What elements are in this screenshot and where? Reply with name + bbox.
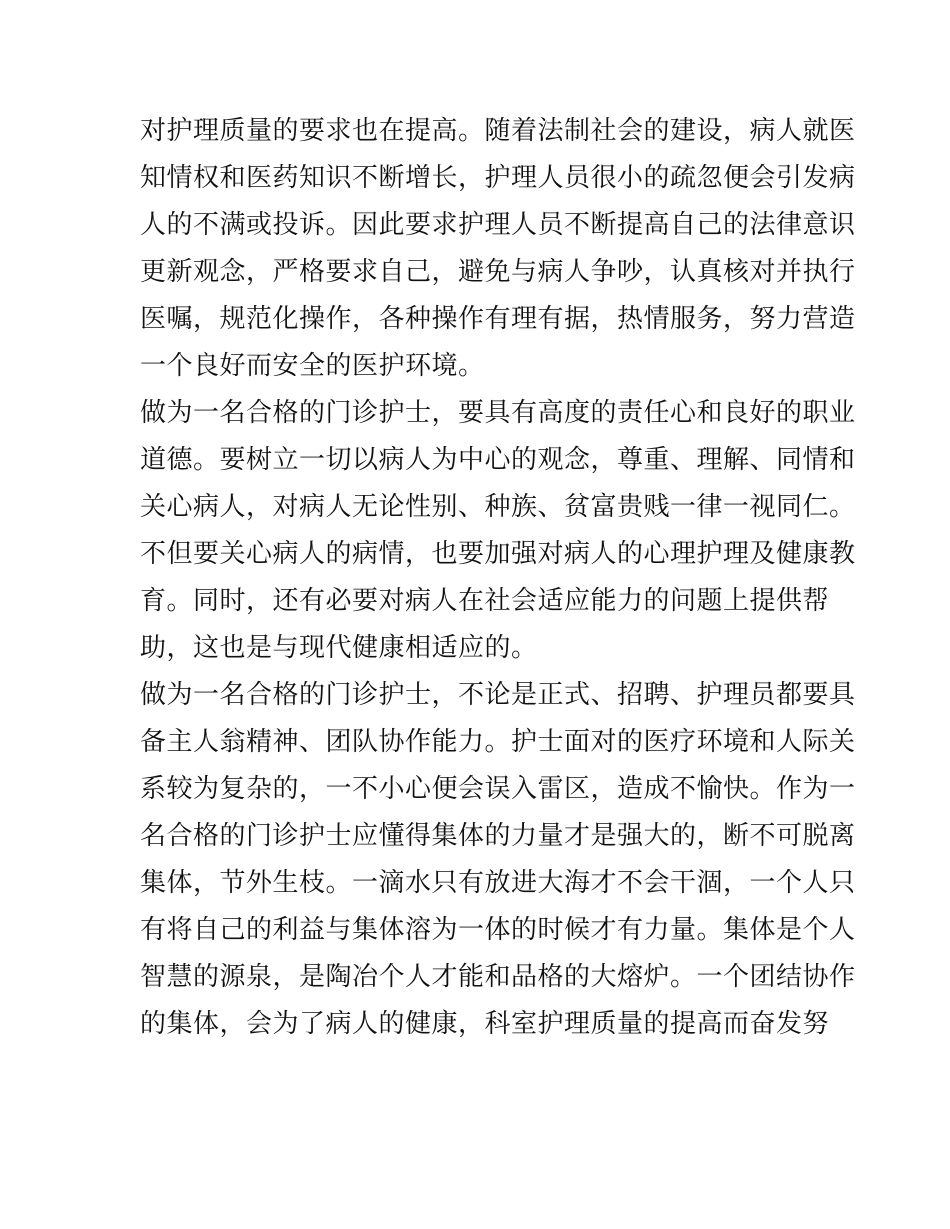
text-line: 更新观念，严格要求自己，避免与病人争吵，认真核对并执行 <box>140 257 856 287</box>
text-line: 助，这也是与现代健康相适应的。 <box>140 633 538 663</box>
text-line: 对护理质量的要求也在提高。随着法制社会的建设，病人就医 <box>140 116 856 146</box>
text-line: 备主人翁精神、团队协作能力。护士面对的医疗环境和人际关 <box>140 727 856 757</box>
text-line: 一个良好而安全的医护环境。 <box>140 351 485 381</box>
text-line: 做为一名合格的门诊护士，不论是正式、招聘、护理员都要具 <box>140 680 856 710</box>
text-line: 有将自己的利益与集体溶为一体的时候才有力量。集体是个人 <box>140 915 856 945</box>
text-line: 系较为复杂的，一不小心便会误入雷区，造成不愉快。作为一 <box>140 774 856 804</box>
text-line: 道德。要树立一切以病人为中心的观念，尊重、理解、同情和 <box>140 445 856 475</box>
text-line: 集体，节外生枝。一滴水只有放进大海才不会干涸，一个人只 <box>140 868 856 898</box>
text-line: 名合格的门诊护士应懂得集体的力量才是强大的，断不可脱离 <box>140 821 856 851</box>
text-line: 智慧的源泉，是陶冶个人才能和品格的大熔炉。一个团结协作 <box>140 962 856 992</box>
text-line: 关心病人，对病人无论性别、种族、贫富贵贱一律一视同仁。 <box>140 492 856 522</box>
text-line: 知情权和医药知识不断增长，护理人员很小的疏忽便会引发病 <box>140 163 856 193</box>
text-line: 人的不满或投诉。因此要求护理人员不断提高自己的法律意识 <box>140 210 856 240</box>
text-line: 做为一名合格的门诊护士，要具有高度的责任心和良好的职业 <box>140 398 856 428</box>
text-line: 的集体，会为了病人的健康，科室护理质量的提高而奋发努 <box>140 1009 830 1039</box>
text-line: 不但要关心病人的病情，也要加强对病人的心理护理及健康教 <box>140 539 856 569</box>
text-line: 医嘱，规范化操作，各种操作有理有据，热情服务，努力营造 <box>140 304 856 334</box>
document-page <box>140 108 856 1048</box>
text-line: 育。同时，还有必要对病人在社会适应能力的问题上提供帮 <box>140 586 830 616</box>
